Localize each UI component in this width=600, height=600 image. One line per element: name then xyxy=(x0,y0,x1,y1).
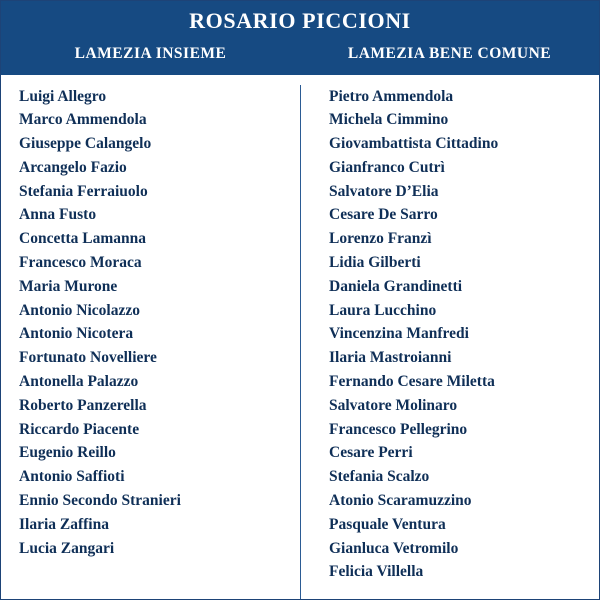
list-item: Antonella Palazzo xyxy=(19,373,139,391)
list-item: Riccardo Piacente xyxy=(19,420,140,438)
list-item: Giovambattista Cittadino xyxy=(329,135,499,153)
list-item: Atonio Scaramuzzino xyxy=(329,492,472,510)
page-title: ROSARIO PICCIONI xyxy=(189,8,411,33)
list-item: Antonio Nicotera xyxy=(19,325,134,343)
list-item: Lorenzo Franzì xyxy=(329,230,432,248)
list-item: Ilaria Mastroianni xyxy=(329,349,452,367)
list-item: Felicia Villella xyxy=(329,563,424,581)
list-item: Roberto Panzerella xyxy=(19,396,147,414)
list-item: Cesare De Sarro xyxy=(329,206,438,224)
candidate-column-left xyxy=(1,85,300,600)
list-item: Arcangelo Fazio xyxy=(19,158,127,176)
list-titles-row xyxy=(1,39,599,71)
list-item: Ennio Secondo Stranieri xyxy=(19,492,181,510)
list-item: Stefania Scalzo xyxy=(329,468,430,486)
list-title-left: LAMEZIA INSIEME xyxy=(74,44,227,62)
list-item: Eugenio Reillo xyxy=(19,444,116,462)
candidate-column-right xyxy=(300,85,599,600)
list-item: Concetta Lamanna xyxy=(19,230,147,248)
list-item: Francesco Moraca xyxy=(19,254,142,272)
list-item: Salvatore Molinaro xyxy=(329,396,458,414)
list-item: Antonio Saffioti xyxy=(19,468,125,486)
list-item: Salvatore D’Elia xyxy=(329,182,439,200)
list-item: Anna Fusto xyxy=(19,206,97,224)
list-item: Marco Ammendola xyxy=(19,111,147,129)
list-item: Antonio Nicolazzo xyxy=(19,301,140,319)
card-body xyxy=(1,75,599,600)
list-item: Gianluca Vetromilo xyxy=(329,539,459,557)
list-item: Cesare Perri xyxy=(329,444,413,462)
list-item: Gianfranco Cutrì xyxy=(329,158,445,176)
list-item: Maria Murone xyxy=(19,277,118,295)
list-item: Fortunato Novelliere xyxy=(19,349,157,367)
list-item: Francesco Pellegrino xyxy=(329,420,468,438)
card-header xyxy=(1,1,599,75)
list-item: Pietro Ammendola xyxy=(329,87,454,105)
list-item: Lucia Zangari xyxy=(19,539,115,557)
list-item: Michela Cimmino xyxy=(329,111,449,129)
list-item: Stefania Ferraiuolo xyxy=(19,182,148,200)
list-item: Giuseppe Calangelo xyxy=(19,135,152,153)
list-item: Vincenzina Manfredi xyxy=(329,325,469,343)
list-item: Daniela Grandinetti xyxy=(329,277,463,295)
list-item: Ilaria Zaffina xyxy=(19,515,109,533)
list-item: Laura Lucchino xyxy=(329,301,437,319)
list-item: Pasquale Ventura xyxy=(329,515,446,533)
list-item: Luigi Allegro xyxy=(19,87,107,105)
list-title-right: LAMEZIA BENE COMUNE xyxy=(347,44,552,62)
list-item: Lidia Gilberti xyxy=(329,254,421,272)
list-item: Fernando Cesare Miletta xyxy=(329,373,495,391)
